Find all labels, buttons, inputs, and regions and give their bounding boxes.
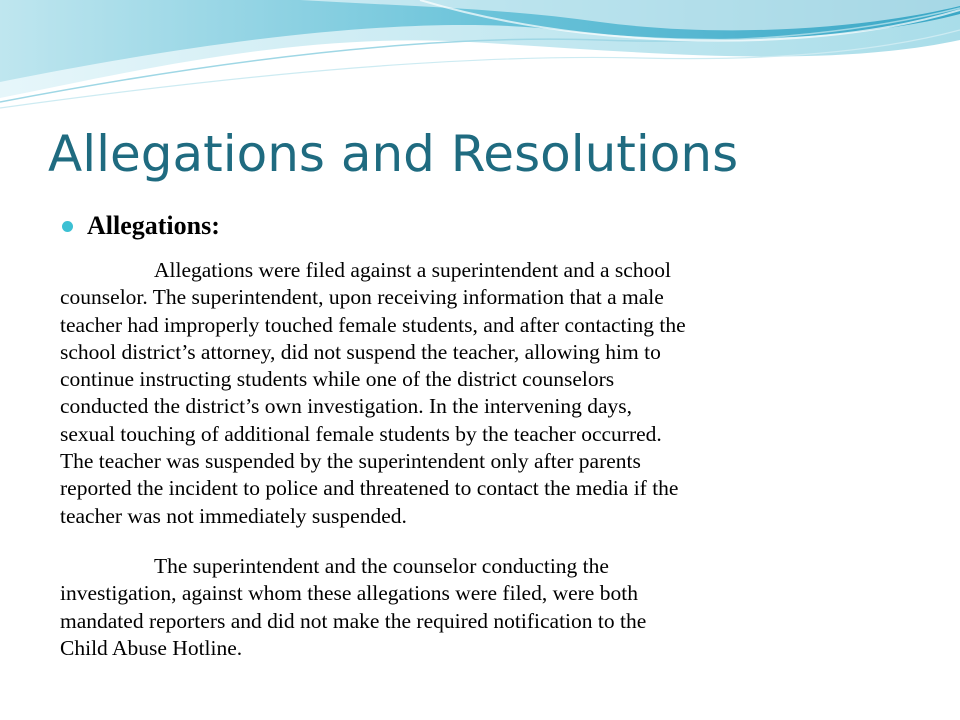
paragraph-line: The teacher was suspended by the superintendent only after parents: [60, 449, 641, 474]
paragraph-line: counselor. The superintendent, upon receiving information that a male: [60, 285, 664, 310]
paragraph-line: The superintendent and the counselor conducting the: [154, 554, 609, 578]
paragraph-line: conducted the district’s own investigation. In the intervening days,: [60, 394, 633, 419]
slide-title: Allegations and Resolutions: [48, 125, 739, 183]
paragraph-line: Child Abuse Hotline.: [60, 635, 243, 660]
paragraph-line: mandated reporters and did not make the required notification to the: [60, 608, 647, 633]
bullet-dot-icon: [62, 221, 73, 232]
paragraph-line: reported the incident to police and threatened to contact the media if the: [60, 476, 679, 501]
paragraph-allegations: [60, 257, 920, 530]
paragraph-reporters: [60, 553, 920, 662]
paragraph-line: investigation, against whom these allegations were filed, were both: [60, 581, 638, 606]
bullet-heading: Allegations:: [87, 211, 220, 240]
decorative-wave-banner: [0, 0, 960, 120]
paragraph-line: teacher was not immediately suspended.: [60, 503, 407, 528]
paragraph-line: school district’s attorney, did not suspend the teacher, allowing him to: [60, 339, 661, 364]
paragraph-line: sexual touching of additional female students by the teacher occurred.: [60, 421, 662, 446]
paragraph-line: Allegations were filed against a superintendent and a school: [154, 258, 672, 282]
paragraph-line: continue instructing students while one of the district counselors: [60, 367, 615, 392]
paragraph-line: teacher had improperly touched female students, and after contacting the: [60, 312, 686, 337]
